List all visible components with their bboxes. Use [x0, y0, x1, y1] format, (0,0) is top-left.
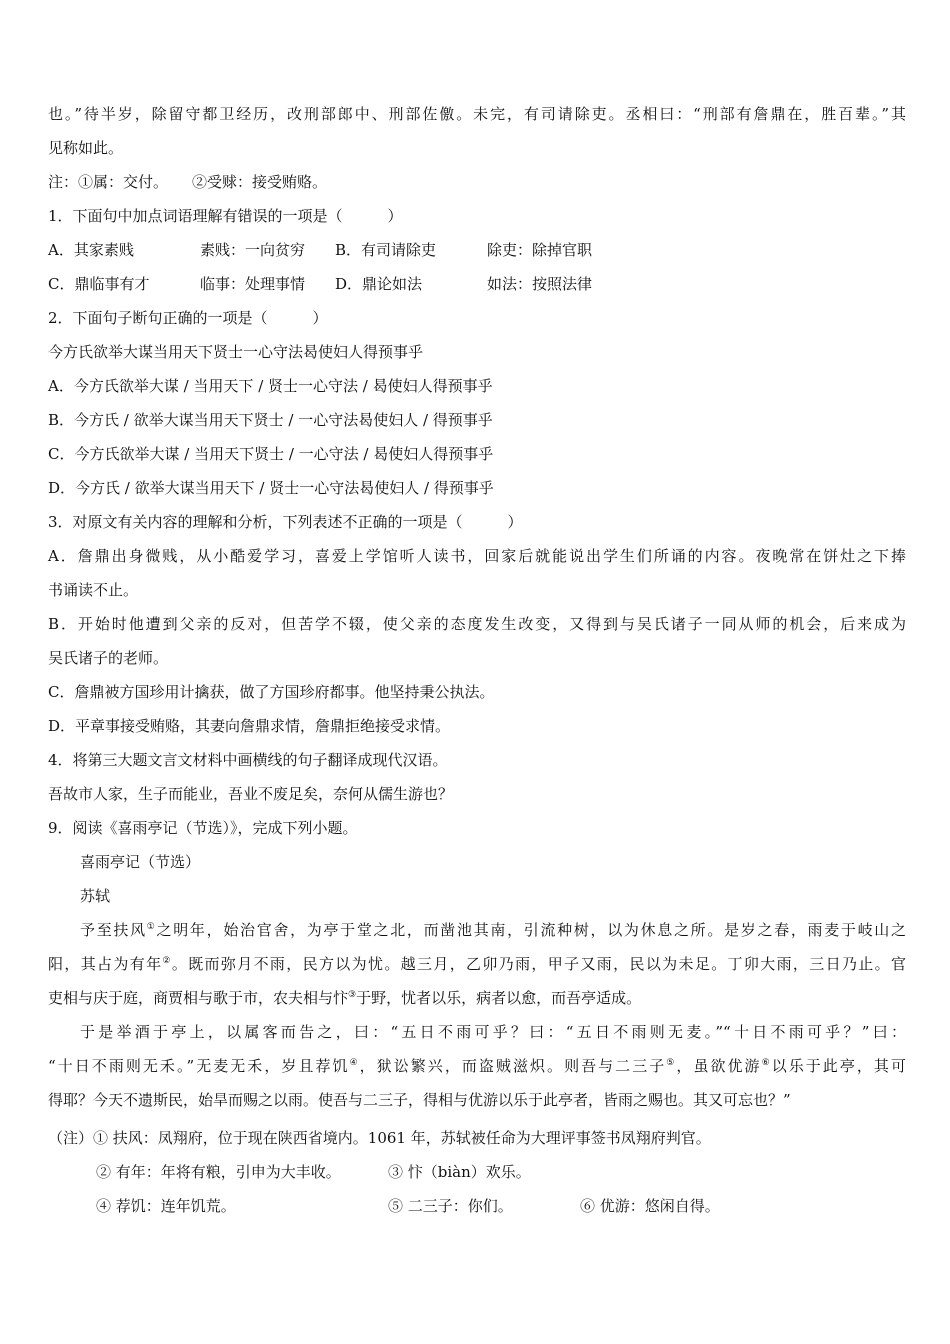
q1-option-c: C．鼎临事有才 [48, 275, 150, 293]
footnotes-2-3 [48, 1155, 906, 1189]
q1-option-d-gloss: 如法：按照法律 [487, 275, 593, 293]
q2-option-a: A．今方氏欲举大谋 / 当用天下 / 贤士一心守法 / 曷使妇人得预事乎 [48, 377, 493, 395]
q9-stem: 9．阅读《喜雨亭记（节选）》，完成下列小题。 [48, 819, 358, 837]
q2-option-b: B．今方氏 / 欲举大谋当用天下贤士 / 一心守法曷使妇人 / 得预事乎 [48, 411, 493, 429]
essay-author: 苏轼 [80, 887, 111, 905]
q2-option-d: D．今方氏 / 欲举大谋当用天下 / 贤士一心守法曷使妇人 / 得预事乎 [48, 479, 494, 497]
q1-options-ab [48, 233, 906, 267]
q1-option-b: B．有司请除吏 [335, 241, 437, 259]
document-page [48, 97, 906, 1223]
passage-notes [48, 165, 906, 199]
q3-option-c: C．詹鼎被方国珍用计擒获，做了方国珍府都事。他坚持秉公执法。 [48, 683, 495, 701]
q1-option-c-gloss: 临事：处理事情 [200, 275, 306, 293]
q4-stem: 4．将第三大题文言文材料中画横线的句子翻译成现代汉语。 [48, 751, 448, 769]
q2-stem: 2．下面句子断句正确的一项是（ ） [48, 309, 328, 327]
q1-option-a-gloss: 素贱：一向贫穷 [200, 241, 306, 259]
q1-option-b-gloss: 除吏：除掉官职 [487, 241, 593, 259]
footnote-3: ③ 忭（biàn）欢乐。 [388, 1163, 531, 1181]
essay-p2-line3: 得耶？今天不遗斯民，始旱而赐之以雨。使吾与二三子，得相与优游以乐于此亭者，皆雨之赐也。其又可忘也？” [48, 1091, 791, 1109]
q2-option-c: C．今方氏欲举大谋 / 当用天下贤士 / 一心守法 / 曷使妇人得预事乎 [48, 445, 494, 463]
q1-options-cd [48, 267, 906, 301]
footnote-2: ② 有年：年将有粮，引申为大丰收。 [96, 1163, 341, 1181]
essay-p1-line1: 予至扶风①之明年，始治官舍，为亭于堂之北，而凿池其南，引流种树，以为休息之所。是岁之春，雨麦于岐山之 [80, 921, 906, 939]
q4-sentence: 吾故市人家，生子而能业，吾业不废足矣，奈何从儒生游也？ [48, 785, 454, 803]
q3-stem: 3．对原文有关内容的理解和分析，下列表述不正确的一项是（ ） [48, 513, 523, 531]
q3-option-d: D．平章事接受贿赂，其妻向詹鼎求情，詹鼎拒绝接受求情。 [48, 717, 451, 735]
footnote-6: ⑥ 优游：悠闲自得。 [580, 1197, 720, 1215]
q3-option-b-line1: B．开始时他遭到父亲的反对，但苦学不辍，使父亲的态度发生改变，又得到与吴氏诸子一同从师的机会，后来成为 [48, 615, 906, 633]
footnotes-4-6 [48, 1189, 906, 1223]
essay-p2-line1: 于是举酒于亭上，以属客而告之，曰：“五日不雨可乎？曰：“五日不雨则无麦。”“十日不雨可乎？”曰： [80, 1023, 906, 1041]
q3-option-a-line1: A．詹鼎出身微贱，从小酷爱学习，喜爱上学馆听人读书，回家后就能说出学生们所诵的内容。夜晚常在饼灶之下捧 [48, 547, 906, 565]
essay-p2-line2: “十日不雨则无禾。”无麦无禾，岁且荐饥④，狱讼繁兴，而盗贼滋炽。则吾与二三子⑤，虽欲优游⑥以乐于此亭，其可 [48, 1057, 906, 1075]
q3-option-b-line2: 吴氏诸子的老师。 [48, 649, 169, 667]
passage-end-line2: 见称如此。 [48, 139, 124, 157]
q2-sentence: 今方氏欲举大谋当用天下贤士一心守法曷使妇人得预事乎 [48, 343, 424, 361]
passage-end-line1: 也。”待半岁，除留守都卫经历，改刑部郎中、刑部佐儌。未完，有司请除吏。丞相曰：“刑部有詹鼎在，胜百辈。”其 [48, 105, 906, 123]
footnote-4: ④ 荐饥：连年饥荒。 [96, 1197, 236, 1215]
q1-option-d: D．鼎论如法 [335, 275, 423, 293]
footnote-5: ⑤ 二三子：你们。 [388, 1197, 513, 1215]
note-2: ②受赇：接受贿赂。 [192, 173, 328, 191]
q3-option-a-line2: 书诵读不止。 [48, 581, 139, 599]
q1-option-a: A．其家素贱 [48, 241, 134, 259]
note-1: 注：①属：交付。 [48, 173, 169, 191]
q1-stem: 1．下面句中加点词语理解有错误的一项是（ ） [48, 207, 403, 225]
essay-title: 喜雨亭记（节选） [80, 853, 201, 871]
essay-p1-line2: 阳，其占为有年②。既而弥月不雨，民方以为忧。越三月，乙卯乃雨，甲子又雨，民以为未足。丁卯大雨，三日乃止。官 [48, 955, 906, 973]
essay-p1-line3: 吏相与庆于庭，商贾相与歌于市，农夫相与忭③于野，忧者以乐，病者以愈，而吾亭适成。 [48, 989, 642, 1007]
footnote-1: （注）① 扶风：凤翔府，位于现在陕西省境内。1061 年，苏轼被任命为大理评事签书凤翔府判官。 [48, 1129, 711, 1147]
